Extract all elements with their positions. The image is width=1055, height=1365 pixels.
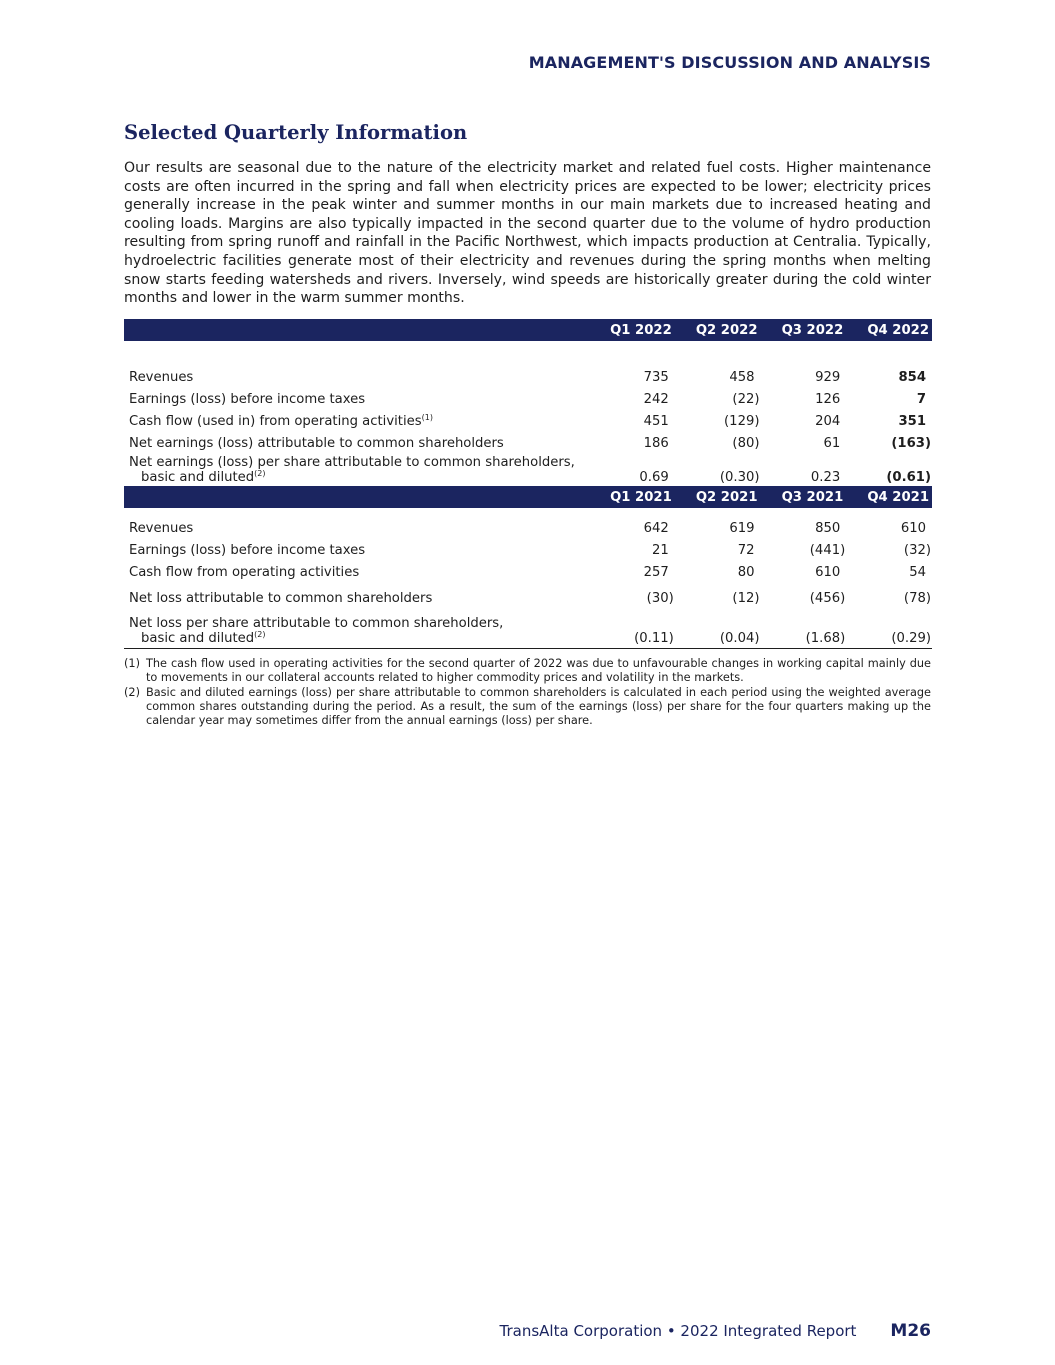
footnote [124,686,931,728]
footnote-marker: (2) [254,629,266,639]
row-label [124,451,589,487]
cell-value: 204 [815,414,841,429]
quarterly-table-2021 [124,486,932,649]
row-label-line: Net loss per share attributable to common shareholders, [129,615,504,631]
table-row [124,451,932,487]
header-blank [124,486,589,508]
cell-value: (441) [809,543,846,558]
header-blank [124,319,589,341]
column-header: Q2 2022 [675,319,761,341]
cell-value: (456) [809,591,846,606]
footnote-marker: (2) [254,468,266,478]
table-header-row [124,486,932,508]
section-header: MANAGEMENT'S DISCUSSION AND ANALYSIS [528,53,931,72]
row-label: Cash flow from operating activities [129,565,360,580]
cell-value: (32) [903,543,931,558]
row-label-text: Cash flow (used in) from operating activities [129,414,422,429]
footnote-number: (2) [124,686,141,699]
cell-value: 735 [643,370,669,385]
cell-value: (0.61) [846,451,932,487]
row-label-text: basic and diluted [141,469,255,485]
report-name: TransAlta Corporation • 2022 Integrated Report [499,1322,857,1340]
table-row [124,429,932,451]
footnote-text: Basic and diluted earnings (loss) per share attributable to common shareholders is calculated in each period using the weighted average common shares outstanding during the period. As a result, the sum of the earnings (loss) per share for the four quarters making up the calendar year may sometimes differ from the annual earnings (loss) per share. [146,686,931,727]
cell-value: 0.23 [761,451,847,487]
row-label: Earnings (loss) before income taxes [129,392,366,407]
cell-value: 850 [815,521,841,536]
cell-value: (0.29) [846,606,932,648]
column-header: Q1 2022 [589,319,675,341]
cell-value: (80) [732,436,760,451]
table-row [124,385,932,407]
cell-value: 451 [643,414,669,429]
row-label: Revenues [129,370,194,385]
cell-value: (0.11) [589,606,675,648]
cell-value: 610 [900,521,926,536]
row-label-line: Net earnings (loss) per share attributable to common shareholders, [129,454,575,470]
column-header: Q3 2022 [761,319,847,341]
cell-value: 21 [651,543,669,558]
cell-value: (163) [891,436,931,451]
footnote-text: The cash flow used in operating activities for the second quarter of 2022 was due to unfavourable changes in working capital mainly due to movements in our collateral accounts related to higher commodity prices and volatility in the markets. [146,657,931,684]
table-row [124,580,932,606]
cell-value: 610 [815,565,841,580]
cell-value: 7 [916,392,926,407]
row-label-line [129,470,589,485]
quarterly-table-2022 [124,319,932,488]
table-row [124,363,932,385]
cell-value: 619 [729,521,755,536]
table-row [124,606,932,648]
cell-value: (22) [732,392,760,407]
table-row [124,536,932,558]
table-row [124,558,932,580]
table-row [124,514,932,536]
cell-value: 929 [815,370,841,385]
footnote-number: (1) [124,657,141,670]
row-label-text: basic and diluted [141,630,255,646]
cell-value: (0.30) [675,451,761,487]
cell-value: 126 [815,392,841,407]
page-number: M26 [890,1321,931,1341]
cell-value: (1.68) [761,606,847,648]
cell-value: (129) [724,414,760,429]
row-label [124,606,589,648]
row-label: Net earnings (loss) attributable to common shareholders [129,436,504,451]
cell-value: (78) [903,591,931,606]
cell-value: 458 [729,370,755,385]
row-label [124,407,589,429]
cell-value: 0.69 [589,451,675,487]
cell-value: (0.04) [675,606,761,648]
intro-paragraph: Our results are seasonal due to the nature of the electricity market and related fuel costs. Higher maintenance costs are often incurred in the spring and fall when electricity prices are expected to be lower; electricity prices generally increase in the peak winter and summer months in our main markets due to increased heating and cooling loads. Margins are also typically impacted in the second quarter due to the volume of hydro production resulting from spring runoff and rainfall in the Pacific Northwest, which impacts production at Centralia. Typically, hydroelectric facilities generate most of their electricity and revenues during the spring months when melting snow starts feeding watersheds and rivers. Inversely, wind speeds are historically greater during the cold winter months and lower in the warm summer months. [124,160,931,307]
column-header: Q4 2021 [846,486,932,508]
cell-value: 854 [898,370,926,385]
table-header-row [124,319,932,341]
row-label-line [129,631,589,646]
column-header: Q2 2021 [675,486,761,508]
row-label: Net loss attributable to common shareholders [129,591,433,606]
table-row [124,407,932,429]
page-title: Selected Quarterly Information [124,121,468,144]
cell-value: 54 [909,565,926,580]
column-header: Q1 2021 [589,486,675,508]
cell-value: 351 [898,414,926,429]
cell-value: (12) [732,591,760,606]
cell-value: 242 [643,392,669,407]
cell-value: 642 [643,521,669,536]
footnote-marker: (1) [421,413,433,422]
column-header: Q4 2022 [846,319,932,341]
row-label: Revenues [129,521,194,536]
cell-value: 61 [823,436,841,451]
row-label: Earnings (loss) before income taxes [129,543,366,558]
cell-value: 257 [643,565,669,580]
cell-value: (30) [646,591,674,606]
cell-value: 72 [737,543,755,558]
page-footer [500,1321,931,1341]
column-header: Q3 2021 [761,486,847,508]
cell-value: 186 [643,436,669,451]
footnotes [124,657,931,729]
footnote [124,657,931,685]
cell-value: 80 [737,565,755,580]
